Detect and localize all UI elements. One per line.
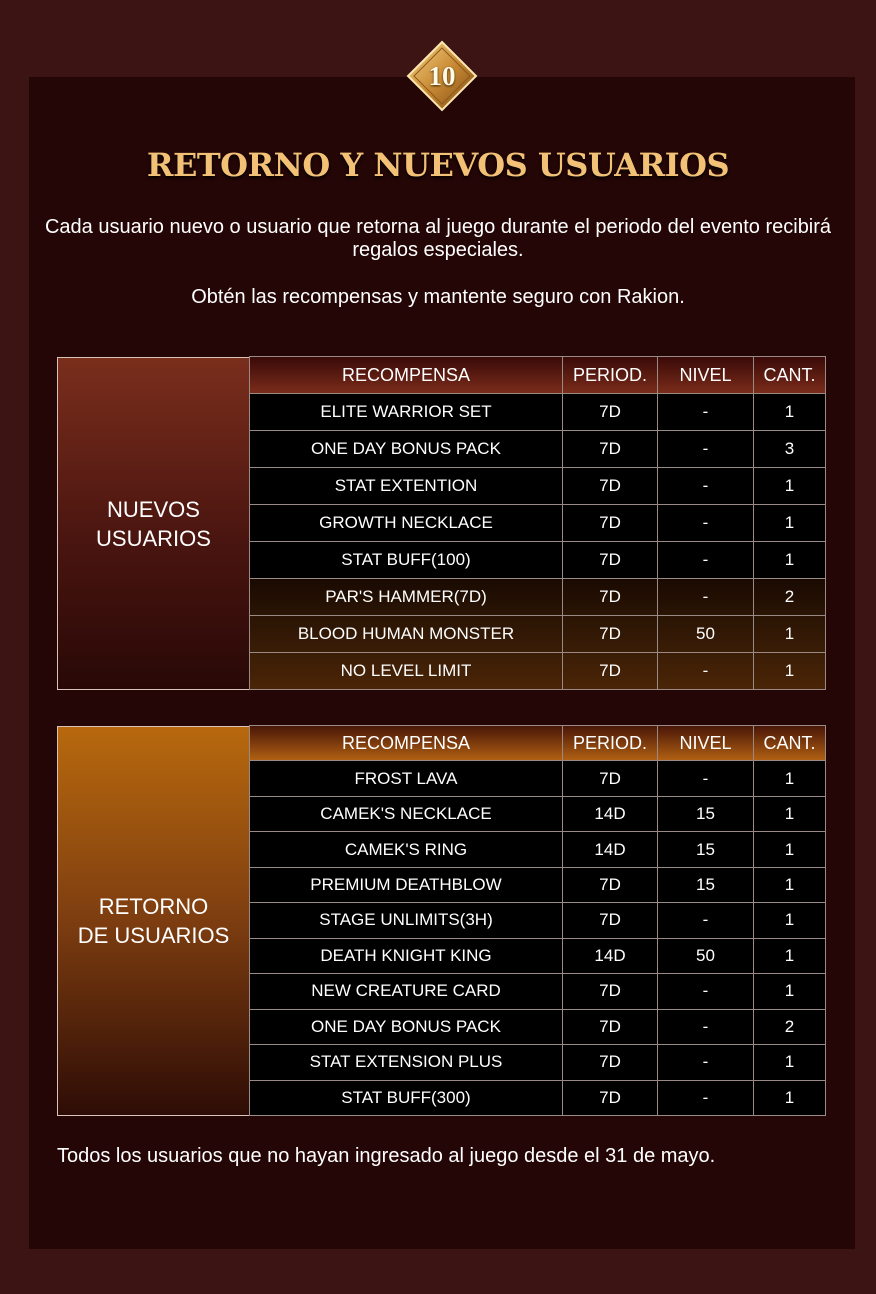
qty-cell: 1	[753, 760, 826, 796]
period-cell: 7D	[562, 578, 658, 616]
level-cell: -	[657, 541, 754, 579]
reward-cell: PREMIUM DEATHBLOW	[249, 867, 563, 903]
returning-users-table	[250, 726, 830, 1116]
qty-cell: 2	[753, 578, 826, 616]
intro-text: Cada usuario nuevo o usuario que retorna al juego durante el periodo del evento recibirá regalos especiales.	[44, 216, 832, 261]
period-cell: 7D	[562, 867, 658, 903]
level-cell: -	[657, 760, 754, 796]
level-cell: -	[657, 1044, 754, 1080]
returning-users-label-line2: DE USUARIOS	[77, 923, 230, 948]
qty-cell: 1	[753, 467, 826, 505]
qty-cell: 2	[753, 1009, 826, 1045]
footer-note: Todos los usuarios que no hayan ingresado al juego desde el 31 de mayo.	[57, 1145, 716, 1167]
table-row	[250, 468, 830, 505]
level-cell: 15	[657, 796, 754, 832]
level-cell: 15	[657, 867, 754, 903]
column-header-qty: CANT.	[753, 356, 826, 394]
period-cell: 7D	[562, 902, 658, 938]
reward-cell: DEATH KNIGHT KING	[249, 938, 563, 974]
returning-users-label-line1: RETORNO	[98, 894, 209, 919]
reward-cell: STAT BUFF(300)	[249, 1080, 563, 1116]
section-number-badge	[406, 40, 478, 112]
level-cell: -	[657, 902, 754, 938]
table-row	[250, 974, 830, 1009]
qty-cell: 1	[753, 902, 826, 938]
period-cell: 7D	[562, 393, 658, 431]
new-users-table	[250, 357, 830, 690]
table-row	[250, 939, 830, 974]
reward-cell: ONE DAY BONUS PACK	[249, 430, 563, 468]
level-cell: -	[657, 1080, 754, 1116]
table-row	[250, 653, 830, 690]
table-row	[250, 1010, 830, 1045]
table-row	[250, 868, 830, 903]
period-cell: 7D	[562, 1080, 658, 1116]
reward-cell: ONE DAY BONUS PACK	[249, 1009, 563, 1045]
period-cell: 14D	[562, 831, 658, 867]
new-users-label-line1: NUEVOS	[107, 496, 200, 522]
returning-users-label	[57, 726, 250, 1116]
qty-cell: 1	[753, 393, 826, 431]
new-users-rewards	[57, 357, 830, 690]
table-row	[250, 797, 830, 832]
level-cell: -	[657, 652, 754, 690]
qty-cell: 1	[753, 867, 826, 903]
reward-cell: STAT EXTENTION	[249, 467, 563, 505]
reward-cell: NEW CREATURE CARD	[249, 973, 563, 1009]
period-cell: 7D	[562, 541, 658, 579]
qty-cell: 1	[753, 796, 826, 832]
reward-cell: STAGE UNLIMITS(3H)	[249, 902, 563, 938]
period-cell: 7D	[562, 615, 658, 653]
page-title: RETORNO Y NUEVOS USUARIOS	[146, 146, 730, 184]
table-row	[250, 903, 830, 938]
table-row	[250, 1081, 830, 1116]
qty-cell: 1	[753, 1044, 826, 1080]
new-users-label-line2: USUARIOS	[96, 525, 211, 551]
period-cell: 7D	[562, 504, 658, 542]
table-row	[250, 761, 830, 796]
qty-cell: 1	[753, 541, 826, 579]
period-cell: 14D	[562, 796, 658, 832]
table-row	[250, 579, 830, 616]
new-users-label	[57, 357, 250, 690]
qty-cell: 1	[753, 973, 826, 1009]
level-cell: -	[657, 1009, 754, 1045]
table-row	[250, 431, 830, 468]
level-cell: -	[657, 578, 754, 616]
reward-cell: FROST LAVA	[249, 760, 563, 796]
level-cell: -	[657, 504, 754, 542]
table-row	[250, 832, 830, 867]
period-cell: 7D	[562, 1009, 658, 1045]
reward-cell: ELITE WARRIOR SET	[249, 393, 563, 431]
reward-cell: NO LEVEL LIMIT	[249, 652, 563, 690]
period-cell: 7D	[562, 1044, 658, 1080]
column-header-period: PERIOD.	[562, 356, 658, 394]
qty-cell: 1	[753, 938, 826, 974]
level-cell: -	[657, 430, 754, 468]
reward-cell: BLOOD HUMAN MONSTER	[249, 615, 563, 653]
column-header-period: PERIOD.	[562, 725, 658, 761]
column-header-qty: CANT.	[753, 725, 826, 761]
level-cell: 15	[657, 831, 754, 867]
column-header-reward: RECOMPENSA	[249, 356, 563, 394]
level-cell: -	[657, 973, 754, 1009]
table-row	[250, 1045, 830, 1080]
level-cell: 50	[657, 938, 754, 974]
reward-cell: STAT BUFF(100)	[249, 541, 563, 579]
qty-cell: 3	[753, 430, 826, 468]
level-cell: 50	[657, 615, 754, 653]
table-row	[250, 616, 830, 653]
column-header-level: NIVEL	[657, 356, 754, 394]
qty-cell: 1	[753, 504, 826, 542]
period-cell: 7D	[562, 467, 658, 505]
period-cell: 14D	[562, 938, 658, 974]
reward-cell: STAT EXTENSION PLUS	[249, 1044, 563, 1080]
table-row	[250, 394, 830, 431]
intro-text-secondary: Obtén las recompensas y mantente seguro con Rakion.	[191, 286, 685, 308]
table-header	[250, 726, 830, 761]
qty-cell: 1	[753, 1080, 826, 1116]
returning-users-rewards	[57, 726, 830, 1116]
column-header-level: NIVEL	[657, 725, 754, 761]
reward-cell: CAMEK'S NECKLACE	[249, 796, 563, 832]
qty-cell: 1	[753, 652, 826, 690]
level-cell: -	[657, 467, 754, 505]
table-row	[250, 542, 830, 579]
reward-cell: CAMEK'S RING	[249, 831, 563, 867]
period-cell: 7D	[562, 430, 658, 468]
period-cell: 7D	[562, 760, 658, 796]
column-header-reward: RECOMPENSA	[249, 725, 563, 761]
reward-cell: PAR'S HAMMER(7D)	[249, 578, 563, 616]
period-cell: 7D	[562, 652, 658, 690]
qty-cell: 1	[753, 831, 826, 867]
reward-cell: GROWTH NECKLACE	[249, 504, 563, 542]
period-cell: 7D	[562, 973, 658, 1009]
table-header	[250, 357, 830, 394]
badge-number: 10	[428, 60, 456, 91]
level-cell: -	[657, 393, 754, 431]
table-row	[250, 505, 830, 542]
qty-cell: 1	[753, 615, 826, 653]
